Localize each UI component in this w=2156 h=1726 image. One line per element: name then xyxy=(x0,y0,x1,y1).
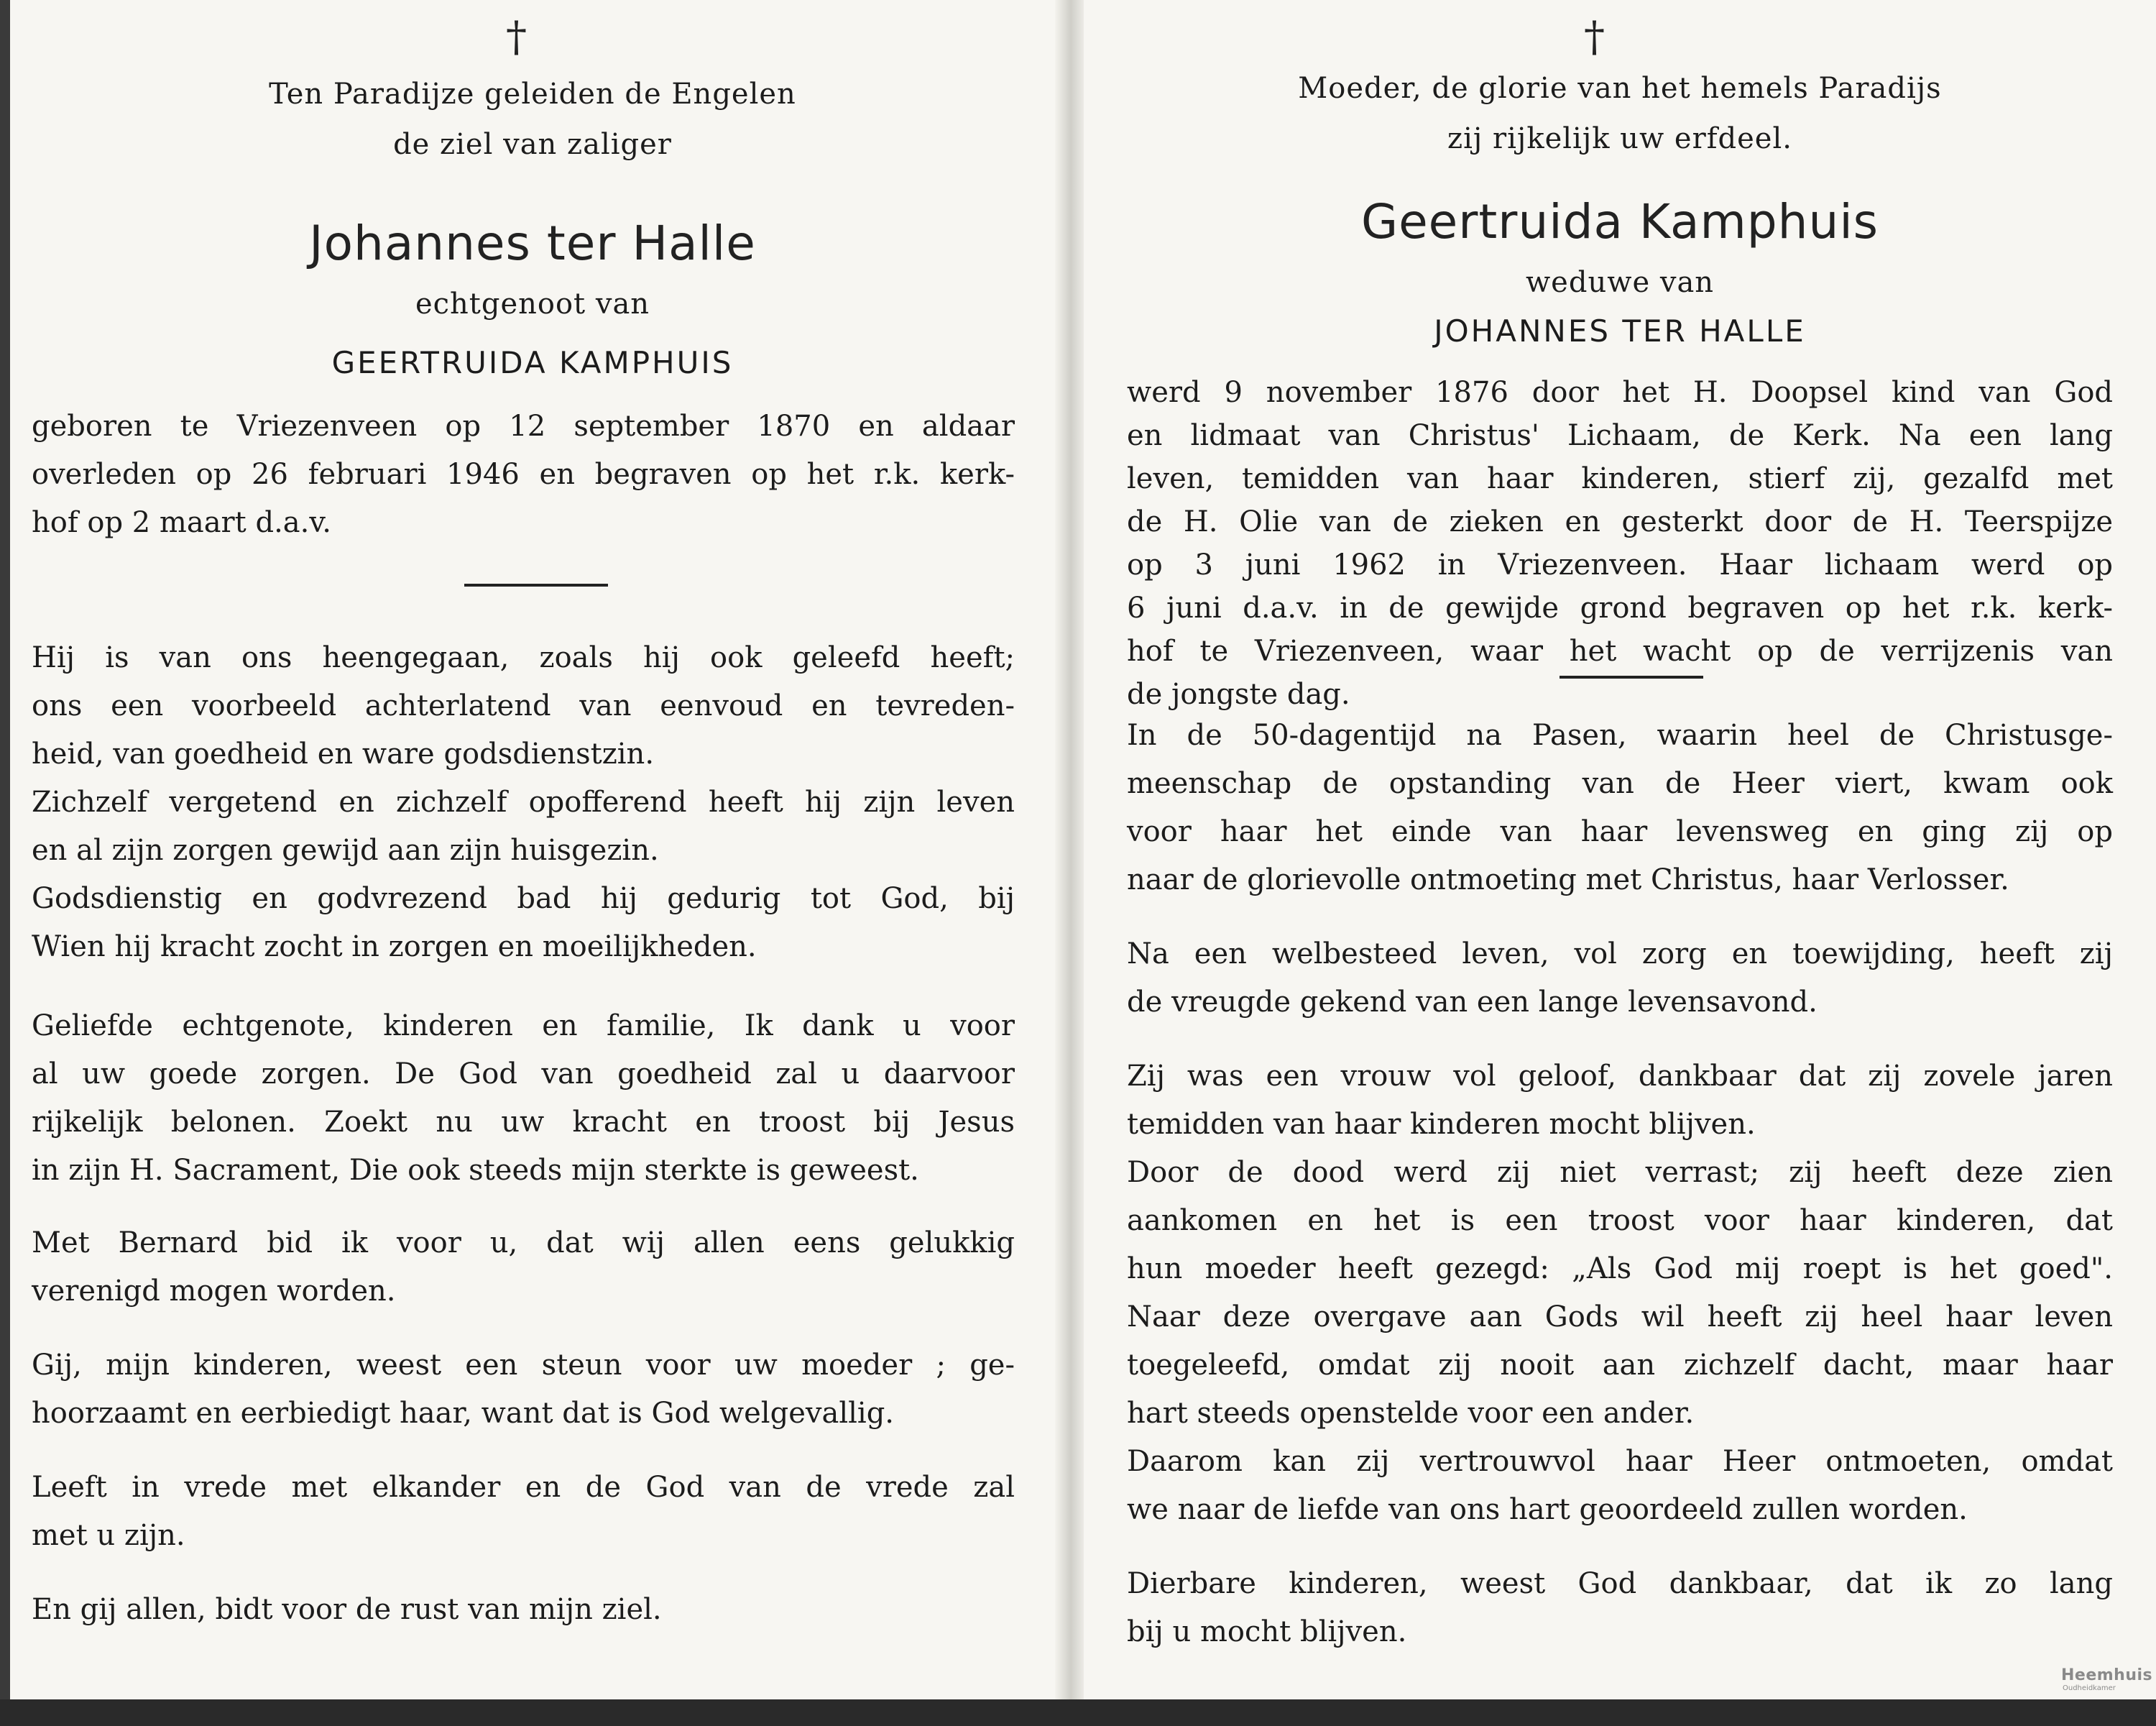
left-paragraph-2 xyxy=(32,1002,1015,1195)
right-paragraph-3 xyxy=(1127,1052,2113,1534)
left-relation: echtgenoot van xyxy=(415,288,650,321)
text-line: en lidmaat van Christus' Lichaam, de Kerk. Na een lang xyxy=(1127,419,2113,452)
right-relation: weduwe van xyxy=(1525,266,1715,299)
watermark-subtext: Oudheidkamer xyxy=(2063,1684,2116,1692)
text-line: Gij, mijn kinderen, weest een steun voor uw moeder ; ge- xyxy=(32,1349,1015,1382)
right-deceased-name: Geertruida Kamphuis xyxy=(1360,194,1879,249)
text-line: hof op 2 maart d.a.v. xyxy=(32,506,331,539)
text-line: Geliefde echtgenote, kinderen en familie, Ik dank u voor xyxy=(32,1009,1015,1042)
heemhuis-watermark-logo xyxy=(2061,1666,2153,1695)
left-paragraph-4 xyxy=(32,1341,1015,1438)
text-line: de jongste dag. xyxy=(1127,678,1350,711)
right-header-line-1: Moeder, de glorie van het hemels Paradijs xyxy=(1298,72,1942,105)
scan-border-bottom xyxy=(0,1699,2156,1726)
text-line: meenschap de opstanding van de Heer viert, kwam ook xyxy=(1127,767,2113,800)
text-line: Wien hij kracht zocht in zorgen en moeilijkheden. xyxy=(32,930,757,963)
left-paragraph-6 xyxy=(32,1586,1015,1634)
text-line: geboren te Vriezenveen op 12 september 1870 en aldaar xyxy=(32,410,1015,443)
divider-rule xyxy=(1560,676,1703,679)
text-line: bij u mocht blijven. xyxy=(1127,1615,1407,1648)
text-line: toegeleefd, omdat zij nooit aan zichzelf dacht, maar haar xyxy=(1127,1349,2113,1382)
text-line: werd 9 november 1876 door het H. Doopsel kind van God xyxy=(1127,376,2113,409)
text-line: we naar de liefde van ons hart geoordeeld zullen worden. xyxy=(1127,1493,1968,1526)
text-line: En gij allen, bidt voor de rust van mijn ziel. xyxy=(32,1593,662,1626)
text-line: ons een voorbeeld achterlatend van eenvoud en tevreden- xyxy=(32,689,1015,722)
text-line: Zichzelf vergetend en zichzelf opofferend heeft hij zijn leven xyxy=(32,786,1015,819)
left-deceased-name: Johannes ter Halle xyxy=(309,216,756,271)
text-line: 6 juni d.a.v. in de gewijde grond begraven op het r.k. kerk- xyxy=(1127,592,2113,625)
text-line: Naar deze overgave aan Gods wil heeft zij heel haar leven xyxy=(1127,1300,2113,1333)
text-line: verenigd mogen worden. xyxy=(32,1275,396,1308)
right-intro xyxy=(1127,371,2113,716)
text-line: de H. Olie van de zieken en gesterkt door de H. Teerspijze xyxy=(1127,505,2113,538)
text-line: temidden van haar kinderen mocht blijven. xyxy=(1127,1108,1756,1141)
text-line: op 3 juni 1962 in Vriezenveen. Haar lichaam werd op xyxy=(1127,548,2113,582)
text-line: de vreugde gekend van een lange levensavond. xyxy=(1127,986,1818,1019)
text-line: Door de dood werd zij niet verrast; zij heeft deze zien xyxy=(1127,1156,2113,1189)
text-line: met u zijn. xyxy=(32,1519,185,1552)
scan-border-left xyxy=(0,0,10,1726)
text-line: en al zijn zorgen gewijd aan zijn huisgezin. xyxy=(32,834,659,867)
left-paragraph-1 xyxy=(32,634,1015,971)
left-header-line-2: de ziel van zaliger xyxy=(393,128,672,161)
left-header-line-1: Ten Paradijze geleiden de Engelen xyxy=(269,78,796,111)
divider-rule xyxy=(464,584,608,587)
left-paragraph-5 xyxy=(32,1464,1015,1560)
watermark-text: Heemhuis xyxy=(2061,1666,2153,1684)
right-paragraph-4 xyxy=(1127,1560,2113,1656)
text-line: Leeft in vrede met elkander en de God van de vrede zal xyxy=(32,1471,1015,1504)
right-paragraph-2 xyxy=(1127,930,2113,1027)
right-spouse-name: JOHANNES TER HALLE xyxy=(1434,313,1806,349)
text-line: Met Bernard bid ik voor u, dat wij allen eens gelukkig xyxy=(32,1226,1015,1259)
text-line: in zijn H. Sacrament, Die ook steeds mijn sterkte is geweest. xyxy=(32,1154,919,1187)
text-line: Daarom kan zij vertrouwvol haar Heer ontmoeten, omdat xyxy=(1127,1445,2113,1478)
text-line: hof te Vriezenveen, waar het wacht op de verrijzenis van xyxy=(1127,635,2113,668)
text-line: Na een welbesteed leven, vol zorg en toewijding, heeft zij xyxy=(1127,937,2113,970)
text-line: heid, van goedheid en ware godsdienstzin. xyxy=(32,738,655,771)
left-spouse-name: GEERTRUIDA KAMPHUIS xyxy=(331,345,734,380)
cross-icon: † xyxy=(1584,12,1605,61)
left-paragraph-3 xyxy=(32,1219,1015,1316)
text-line: Dierbare kinderen, weest God dankbaar, dat ik zo lang xyxy=(1127,1567,2113,1600)
text-line: al uw goede zorgen. De God van goedheid zal u daarvoor xyxy=(32,1057,1015,1091)
text-line: voor haar het einde van haar levensweg en ging zij op xyxy=(1127,815,2113,848)
text-line: hun moeder heeft gezegd: „Als God mij roept is het goed". xyxy=(1127,1252,2113,1285)
text-line: leven, temidden van haar kinderen, stierf zij, gezalfd met xyxy=(1127,462,2113,495)
right-page xyxy=(1084,0,2156,1697)
text-line: hoorzaamt en eerbiedigt haar, want dat is God welgevallig. xyxy=(32,1397,895,1430)
text-line: hart steeds openstelde voor een ander. xyxy=(1127,1397,1695,1430)
right-header-line-2: zij rijkelijk uw erfdeel. xyxy=(1447,122,1792,155)
text-line: overleden op 26 februari 1946 en begraven op het r.k. kerk- xyxy=(32,458,1015,491)
text-line: In de 50-dagentijd na Pasen, waarin heel de Christusge- xyxy=(1127,719,2113,752)
text-line: naar de glorievolle ontmoeting met Christus, haar Verlosser. xyxy=(1127,863,2009,896)
cross-icon: † xyxy=(506,12,527,61)
text-line: Hij is van ons heengegaan, zoals hij ook geleefd heeft; xyxy=(32,641,1015,674)
left-page xyxy=(10,0,1055,1697)
left-intro xyxy=(32,403,1015,547)
text-line: Zij was een vrouw vol geloof, dankbaar dat zij zovele jaren xyxy=(1127,1060,2113,1093)
text-line: rijkelijk belonen. Zoekt nu uw kracht en troost bij Jesus xyxy=(32,1106,1015,1139)
text-line: aankomen en het is een troost voor haar kinderen, dat xyxy=(1127,1204,2113,1237)
right-paragraph-1 xyxy=(1127,712,2113,904)
text-line: Godsdienstig en godvrezend bad hij gedurig tot God, bij xyxy=(32,882,1015,915)
card-fold xyxy=(1055,0,1084,1699)
